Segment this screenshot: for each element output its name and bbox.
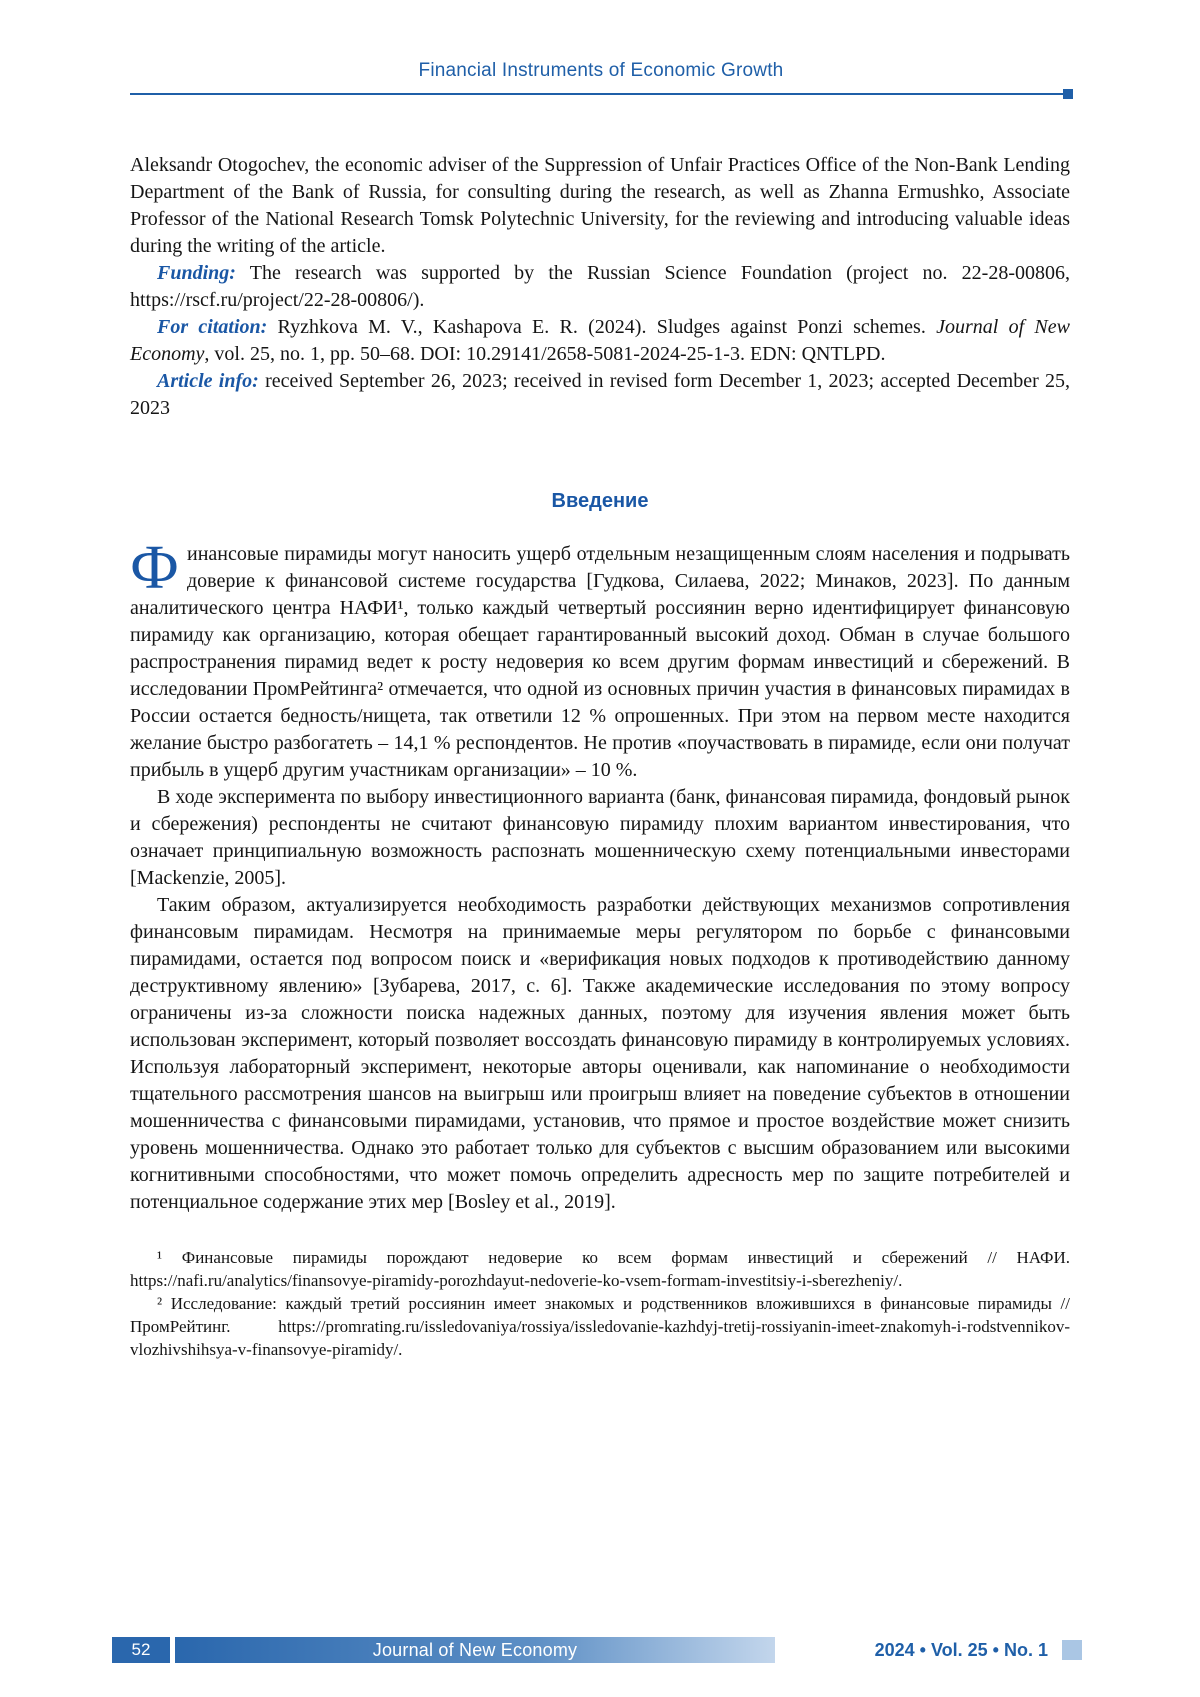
header-rule: [130, 93, 1072, 95]
page-header: [130, 60, 1072, 95]
issue-info: 2024 • Vol. 25 • No. 1: [874, 1639, 1048, 1660]
section-heading-introduction: Введение: [551, 490, 649, 512]
intro-paragraph-1-text: инансовые пирамиды могут наносить ущерб отдельным незащищенным слоям населения и подрывать доверие к финансовой системе государства [Гудкова, Силаева, 2022; Минаков, 2023]. По данным аналитического центра НАФИ¹, только каждый четвертый россиянин верно идентифицирует финансовую пирамиду как организацию, которая обещает гарантированный высокий доход. Обман в случае большого распространения пирамид ведет к росту недоверия ко всем другим формам инвестиций и сбережений. В исследовании ПромРейтинга² отмечается, что одной из основных причин участия в финансовых пирамидах в России остается бедность/нищета, так ответили 12 % опрошенных. При этом на первом месте находится желание быстро разбогатеть – 14,1 % респондентов. Не против «поучаствовать в пирамиде, если они получат прибыль в ущерб другим участникам организации» – 10 %.: [130, 543, 1070, 781]
intro-paragraph-2: В ходе эксперимента по выбору инвестиционного варианта (банк, финансовая пирамида, фондовый рынок и сбережения) респонденты не считают финансовую пирамиду плохим вариантом инвестирования, что означает принципиальную возможность распознать мошенническую схему потенциальными инвесторами [Mackenzie, 2005].: [130, 786, 1070, 889]
article-info-label: Article info:: [157, 370, 259, 392]
citation-text-2: , vol. 25, no. 1, pp. 50–68. DOI: 10.29141/2658-5081-2024-25-1-3. EDN: QNTLPD.: [204, 343, 886, 365]
journal-name: Journal of New Economy: [372, 1639, 578, 1660]
citation-label: For citation:: [157, 316, 268, 338]
footnote-1: ¹ Финансовые пирамиды порождают недоверие ко всем формам инвестиций и сбережений // НАФИ. https://nafi.ru/analytics/finansovye-piramidy-porozhdayut-nedoverie-ko-vsem-formam-investitsiy-i-sberezheniy/.: [130, 1248, 1070, 1290]
acknowledgement-paragraph: Aleksandr Otogochev, the economic adviser of the Suppression of Unfair Practices Office of the Non-Bank Lending Department of the Bank of Russia, for consulting during the research, as well as Zhanna Ermushko, Associate Professor of the National Research Tomsk Polytechnic University, for the reviewing and introducing valuable ideas during the writing of the article.: [130, 154, 1070, 257]
article-info-text: received September 26, 2023; received in revised form December 1, 2023; accepted December 25, 2023: [130, 370, 1070, 419]
intro-paragraph-1: [130, 534, 1070, 784]
journal-name-bar: [175, 1637, 775, 1663]
footnotes: [130, 1246, 1070, 1361]
page-number: 52: [112, 1637, 170, 1663]
citation-journal-name: Journal of New Economy: [130, 316, 1070, 365]
footnote-2: ² Исследование: каждый третий россиянин имеет знакомых и родственников вложившихся в финансовые пирамиды // ПромРейтинг. https://promrating.ru/issledovaniya/rossiya/issledovanie-kazhdyj-tretij-rossiyanin-imeet-znakomyh-i-rodstvennikov-vlozhivshihsya-v-finansovye-piramidy/.: [130, 1294, 1070, 1359]
footer-square-icon: [1062, 1640, 1082, 1660]
article-info-paragraph: [130, 368, 1070, 422]
header-square-icon: [1063, 89, 1073, 99]
citation-paragraph: [130, 314, 1070, 368]
intro-paragraph-3: Таким образом, актуализируется необходимость разработки действующих механизмов сопротивления финансовым пирамидам. Несмотря на принимаемые меры регулятором по борьбе с финансовыми пирамидами, остается под вопросом поиск и «верификация новых подходов к противодействию данному деструктивному явлению» [Зубарева, 2017, с. 6]. Также академические исследования по этому вопросу ограничены из-за сложности поиска надежных данных, поэтому для изучения явления может быть использован эксперимент, который позволяет воссоздать финансовую пирамиду в контролируемых условиях. Используя лабораторный эксперимент, некоторые авторы оценивали, как напоминание о необходимости тщательного рассмотрения шансов на выигрыш или проигрыш влияет на поведение субъектов в отношении мошенничества с финансовыми пирамидами, установив, что прямое и простое воздействие может снизить уровень мошенничества. Однако это работает только для субъектов с высшим образованием или высокими когнитивными способностями, что может помочь определить адресность мер по защите потребителей и потенциальное содержание этих мер [Bosley et al., 2019].: [130, 894, 1070, 1213]
funding-text: The research was supported by the Russian Science Foundation (project no. 22-28-00806, https://rscf.ru/project/22-28-00806/).: [130, 262, 1070, 311]
page-footer: [112, 1637, 1082, 1663]
funding-label: Funding:: [157, 262, 236, 284]
dropcap-letter: Ф: [130, 534, 179, 602]
citation-text-1: Ryzhkova M. V., Kashapova E. R. (2024). Sludges against Ponzi schemes.: [267, 316, 937, 338]
running-title: Financial Instruments of Economic Growth: [418, 60, 784, 81]
page-content: [130, 152, 1070, 1361]
funding-paragraph: [130, 260, 1070, 314]
